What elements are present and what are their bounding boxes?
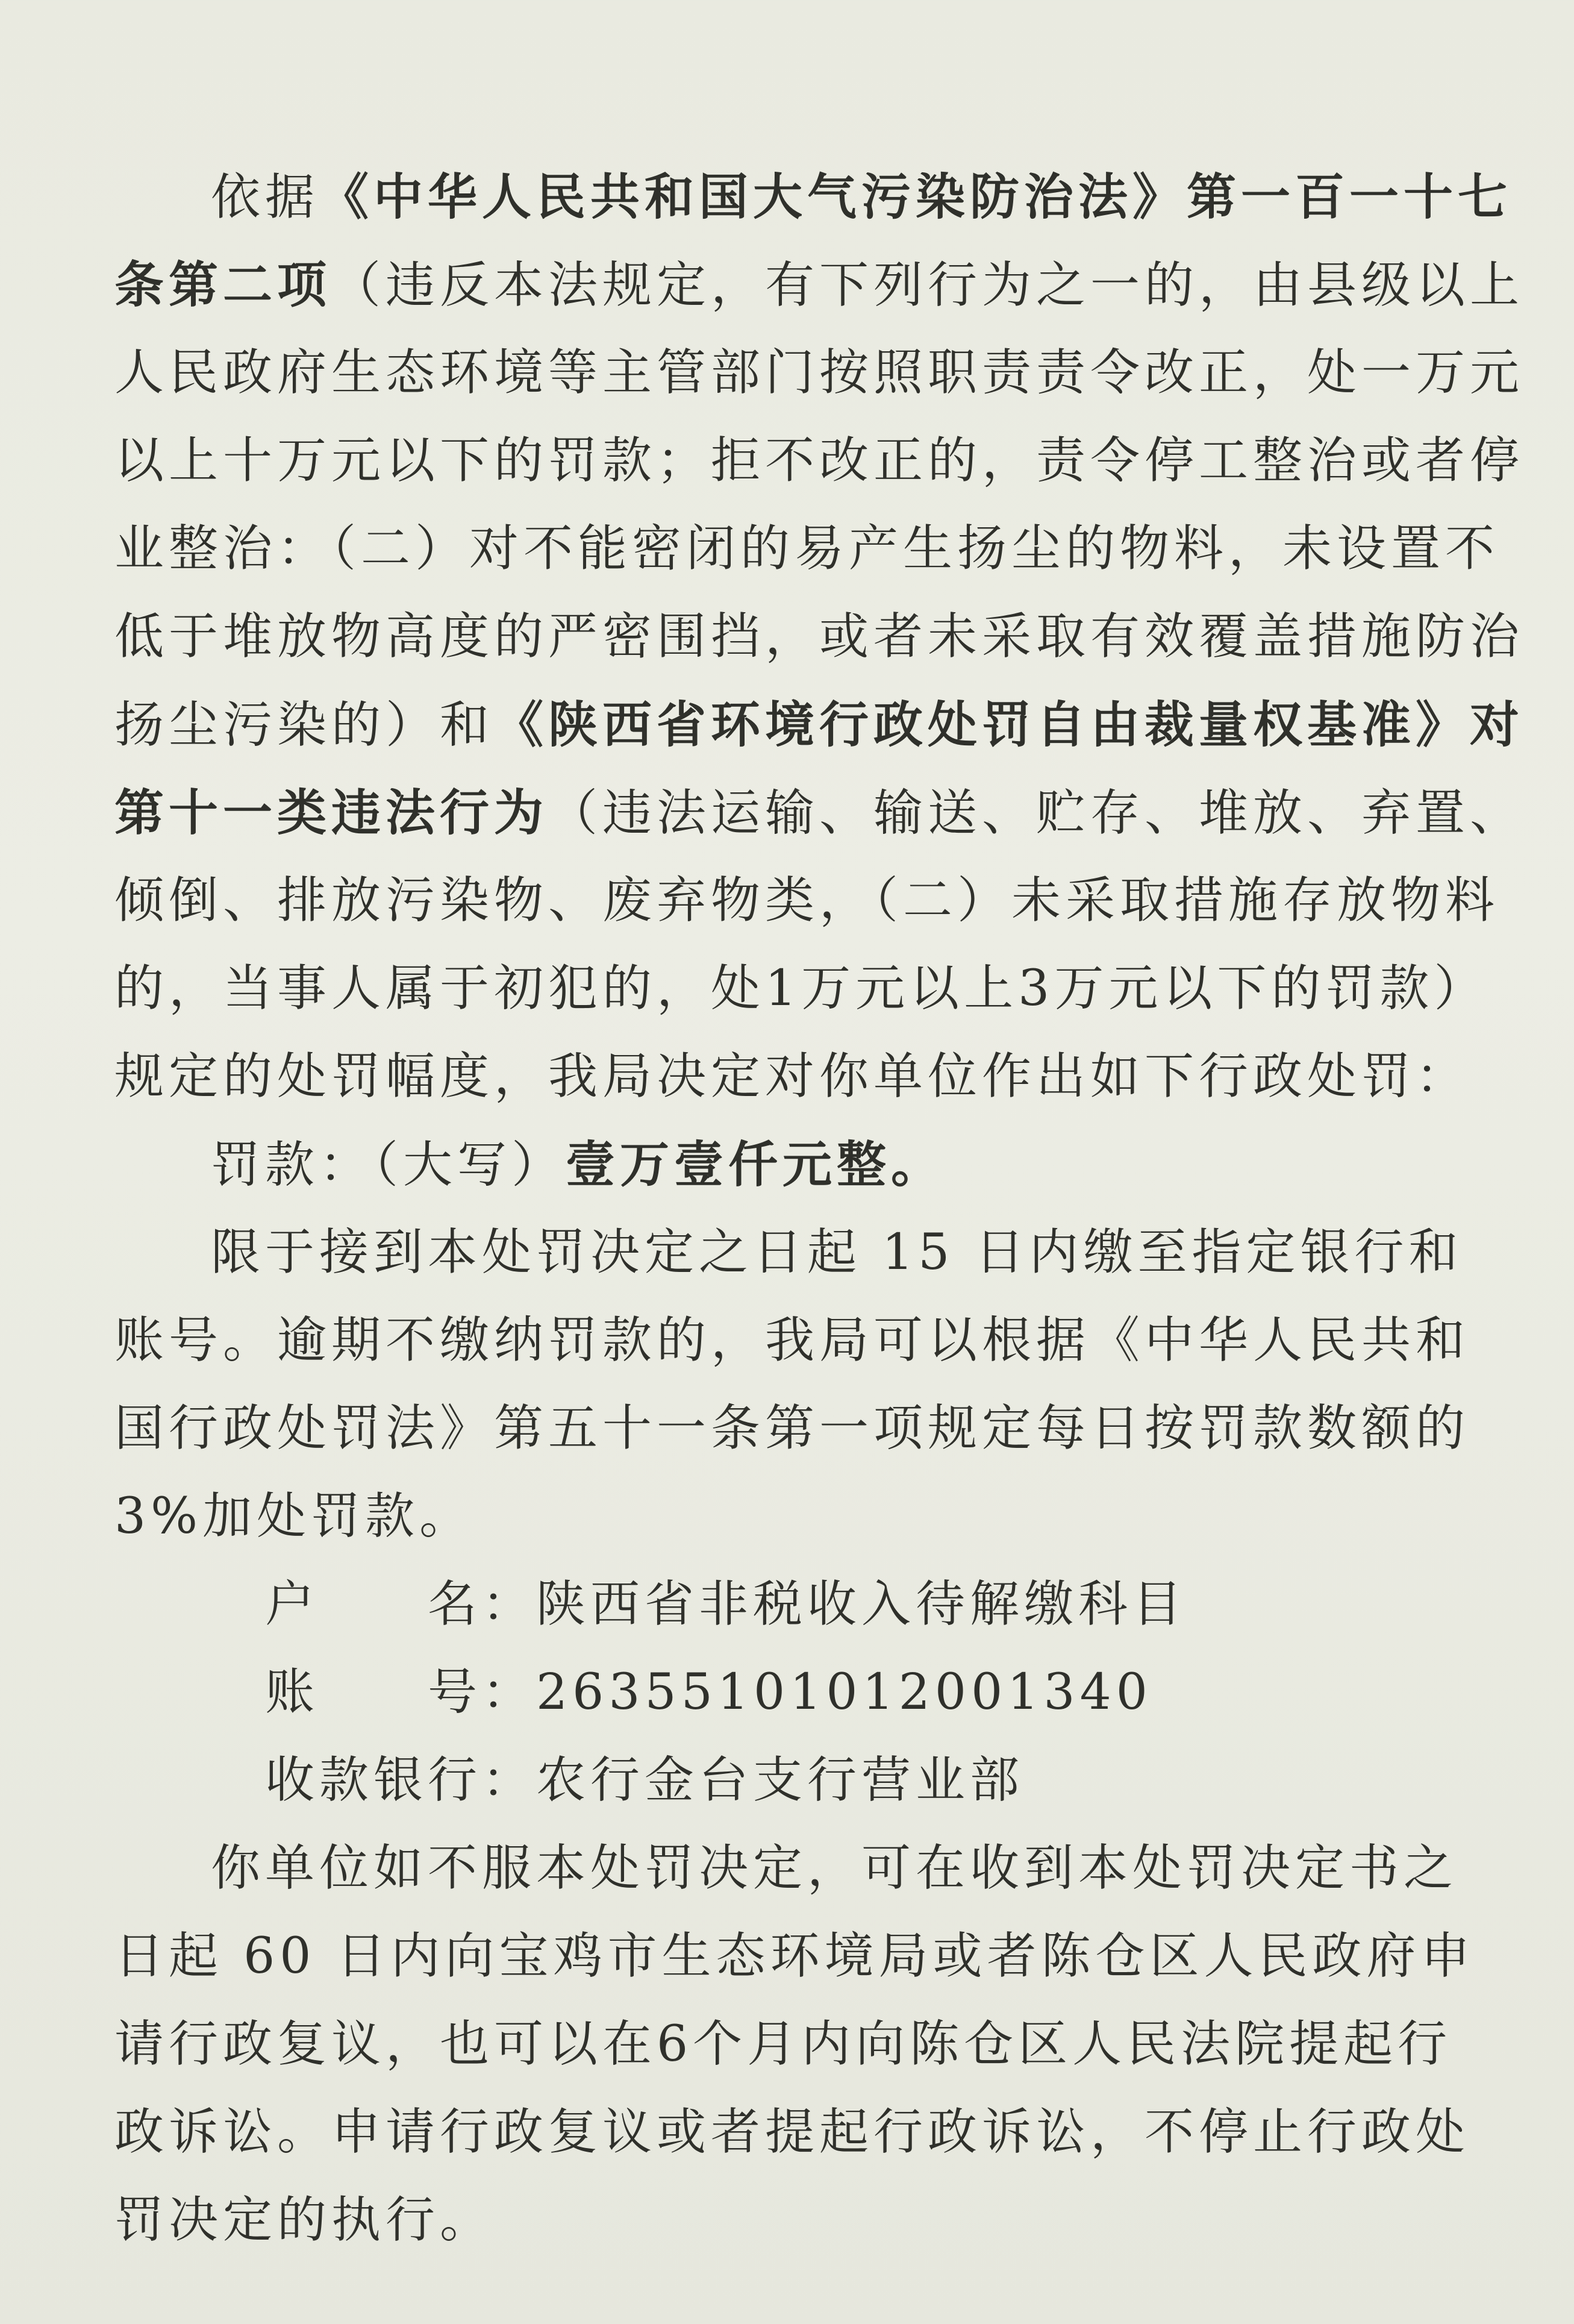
text-segment: （违反本法规定，有下列行为之一的，由县级以上 [331, 257, 1525, 314]
legal-basis-line-2 [114, 252, 1525, 319]
legal-basis-line-4: 以上十万元以下的罚款；拒不改正的，责令停工整治或者停 [114, 432, 1525, 489]
legal-basis-line-3: 人民政府生态环境等主管部门按照职责责令改正，处一万元 [114, 344, 1525, 401]
account-holder-value: 陕西省非税收入待解缴科目 [536, 1576, 1187, 1633]
account-number-row [265, 1659, 1574, 1726]
payment-terms-line-3: 国行政处罚法》第五十一条第一项规定每日按罚款数额的 [114, 1400, 1470, 1457]
law-title: 《中华人民共和国大气污染防治法》第一百一十七 [319, 168, 1513, 226]
legal-basis-line-11: 规定的处罚幅度，我局决定对你单位作出如下行政处罚： [114, 1048, 1470, 1105]
text-segment: 依据 [211, 169, 320, 226]
fine-line [211, 1132, 1560, 1198]
regulation-title: 《陕西省环境行政处罚自由裁量权基准》对 [494, 696, 1525, 754]
text-segment: （违法运输、输送、贮存、堆放、弃置、 [548, 785, 1525, 842]
appeal-line-3: 请行政复议，也可以在6个月内向陈仓区人民法院提起行 [114, 2015, 1452, 2073]
text-segment: 扬尘污染的）和 [114, 697, 495, 754]
appeal-line-5: 罚决定的执行。 [114, 2191, 495, 2249]
appeal-line-2: 日起 60 日内向宝鸡市生态环境局或者陈仓区人民政府申 [114, 1928, 1475, 1985]
account-number-label: 账 号： [265, 1664, 537, 1721]
payment-terms-line-4: 3%加处罚款。 [114, 1488, 474, 1545]
legal-basis-line-8 [114, 780, 1525, 847]
account-holder-label: 户 名： [265, 1576, 537, 1633]
payment-terms-line-2: 账号。逾期不缴纳罚款的，我局可以根据《中华人民共和 [114, 1312, 1470, 1369]
legal-basis-line-5: 业整治：（二）对不能密闭的易产生扬尘的物料，未设置不 [114, 520, 1500, 577]
fine-label: 罚款：（大写） [211, 1136, 566, 1194]
account-bank-label: 收款银行： [265, 1752, 537, 1809]
appeal-line-4: 政诉讼。申请行政复议或者提起行政诉讼，不停止行政处 [114, 2103, 1470, 2161]
legal-basis-line-7 [114, 692, 1525, 759]
appeal-line-1: 你单位如不服本处罚决定，可在收到本处罚决定书之 [211, 1840, 1458, 1897]
account-bank-value: 农行金台支行营业部 [536, 1752, 1025, 1809]
legal-basis-line-6: 低于堆放物高度的严密围挡，或者未采取有效覆盖措施防治 [114, 608, 1525, 665]
legal-basis-line-1 [211, 164, 1560, 231]
legal-basis-line-10: 的，当事人属于初犯的，处1万元以上3万元以下的罚款） [114, 960, 1488, 1017]
account-holder-row [265, 1571, 1574, 1638]
account-bank-row [265, 1747, 1574, 1814]
payment-terms-line-1: 限于接到本处罚决定之日起 15 日内缴至指定银行和 [211, 1224, 1463, 1281]
violation-category: 第十一类违法行为 [114, 784, 549, 842]
account-number-value: 26355101012001340 [536, 1664, 1152, 1721]
legal-basis-line-9: 倾倒、排放污染物、废弃物类，（二）未采取措施存放物料 [114, 872, 1500, 929]
fine-amount: 壹万壹仟元整。 [566, 1136, 946, 1194]
law-clause: 条第二项 [114, 256, 332, 314]
